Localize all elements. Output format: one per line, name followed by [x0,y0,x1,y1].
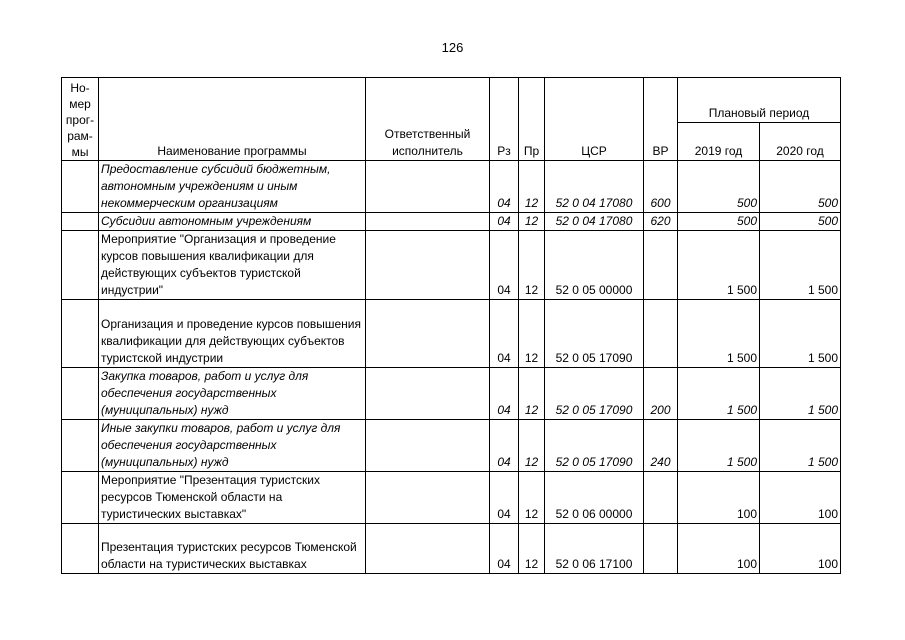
csr-cell: 52 0 04 17080 [545,161,644,213]
table-row [62,420,841,472]
header-executor: Ответственный исполнитель [366,78,490,161]
pr-cell: 12 [519,472,545,524]
program-number-cell [62,161,99,213]
table-row [62,524,841,574]
year-2019-value: 1 500 [678,300,760,368]
header-year-2019: 2019 год [678,123,760,161]
rz-cell: 04 [490,231,519,300]
vr-cell [644,472,678,524]
program-name-cell: Закупка товаров, работ и услуг для обеспечения государственных (муниципальных) нужд [99,368,366,420]
header-program-number: Но- мер прог- рам- мы [62,78,99,161]
year-2020-value: 100 [760,524,841,574]
year-2019-value: 1 500 [678,420,760,472]
vr-cell: 620 [644,213,678,231]
executor-cell [366,300,490,368]
csr-cell: 52 0 05 17090 [545,300,644,368]
program-name-cell: Мероприятие "Презентация туристских ресурсов Тюменской области на туристических выставках" [99,472,366,524]
program-number-cell [62,368,99,420]
rz-cell: 04 [490,213,519,231]
rz-cell: 04 [490,161,519,213]
program-name-cell: Презентация туристских ресурсов Тюменской области на туристических выставках [99,524,366,574]
program-number-cell [62,300,99,368]
program-number-cell [62,472,99,524]
rz-cell: 04 [490,524,519,574]
program-name-cell: Иные закупки товаров, работ и услуг для обеспечения государственных (муниципальных) нужд [99,420,366,472]
executor-cell [366,368,490,420]
header-csr: ЦСР [545,78,644,161]
vr-cell [644,231,678,300]
executor-cell [366,161,490,213]
table-row [62,368,841,420]
program-number-cell [62,524,99,574]
vr-cell: 600 [644,161,678,213]
executor-cell [366,420,490,472]
year-2019-value: 500 [678,161,760,213]
program-name-cell: Мероприятие "Организация и проведение курсов повышения квалификации для действующих субъектов туристской индустрии" [99,231,366,300]
csr-cell: 52 0 04 17080 [545,213,644,231]
year-2020-value: 500 [760,161,841,213]
table-row [62,231,841,300]
executor-cell [366,231,490,300]
program-number-cell [62,213,99,231]
rz-cell: 04 [490,300,519,368]
program-name-cell: Субсидии автономным учреждениям [99,213,366,231]
year-2019-value: 100 [678,472,760,524]
year-2020-value: 1 500 [760,368,841,420]
year-2020-value: 1 500 [760,420,841,472]
year-2020-value: 1 500 [760,231,841,300]
csr-cell: 52 0 05 00000 [545,231,644,300]
csr-cell: 52 0 06 00000 [545,472,644,524]
year-2019-value: 500 [678,213,760,231]
table-row [62,472,841,524]
header-program-name: Наименование программы [99,78,366,161]
table-row [62,213,841,231]
header-year-2020: 2020 год [760,123,841,161]
pr-cell: 12 [519,420,545,472]
csr-cell: 52 0 06 17100 [545,524,644,574]
pr-cell: 12 [519,300,545,368]
pr-cell: 12 [519,231,545,300]
rz-cell: 04 [490,472,519,524]
pr-cell: 12 [519,368,545,420]
table-row [62,300,841,368]
header-pr: Пр [519,78,545,161]
budget-program-table [61,77,841,574]
pr-cell: 12 [519,213,545,231]
year-2020-value: 100 [760,472,841,524]
year-2019-value: 1 500 [678,231,760,300]
rz-cell: 04 [490,420,519,472]
year-2019-value: 100 [678,524,760,574]
header-rz: Рз [490,78,519,161]
executor-cell [366,472,490,524]
header-plan-period: Плановый период [678,78,841,123]
year-2020-value: 500 [760,213,841,231]
rz-cell: 04 [490,368,519,420]
page-number: 126 [441,40,464,55]
vr-cell: 200 [644,368,678,420]
vr-cell: 240 [644,420,678,472]
csr-cell: 52 0 05 17090 [545,420,644,472]
table-row [62,161,841,213]
pr-cell: 12 [519,524,545,574]
year-2019-value: 1 500 [678,368,760,420]
program-number-cell [62,231,99,300]
header-vr: ВР [644,78,678,161]
year-2020-value: 1 500 [760,300,841,368]
vr-cell [644,524,678,574]
pr-cell: 12 [519,161,545,213]
program-number-cell [62,420,99,472]
program-name-cell: Предоставление субсидий бюджетным, автономным учреждениям и иным некоммерческим организациям [99,161,366,213]
vr-cell [644,300,678,368]
program-name-cell: Организация и проведение курсов повышения квалификации для действующих субъектов туристской индустрии [99,300,366,368]
executor-cell [366,524,490,574]
executor-cell [366,213,490,231]
csr-cell: 52 0 05 17090 [545,368,644,420]
